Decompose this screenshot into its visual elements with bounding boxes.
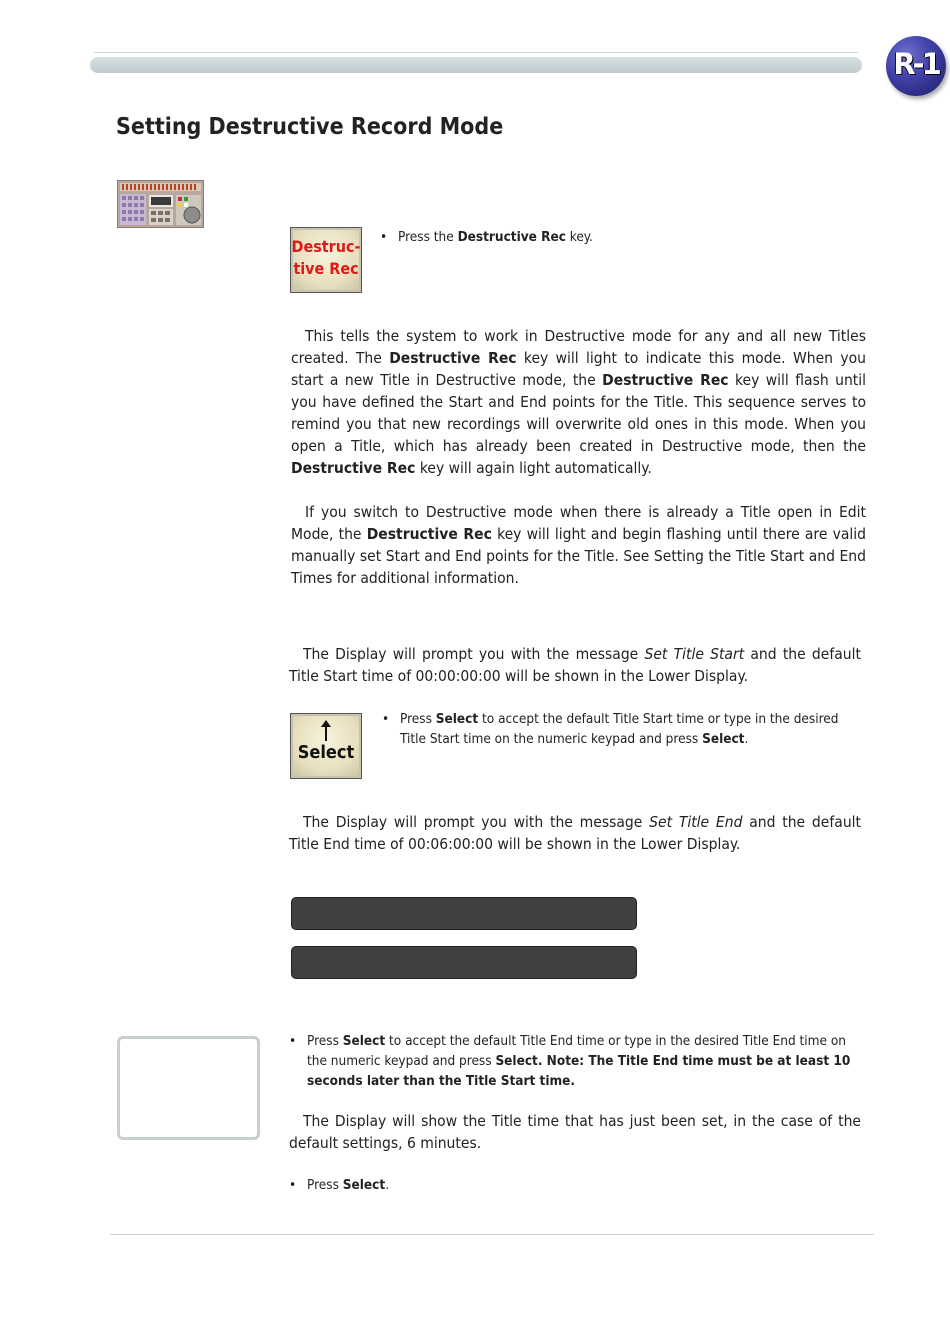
upper-display: [291, 897, 637, 930]
console-thumbnail-image: [117, 180, 204, 228]
paragraph-set-title-end: The Display will prompt you with the message Set Title End and the default Title End time of 00:06:00:00 will be shown in the Lower Display.: [289, 813, 861, 853]
page-title: Setting Destructive Record Mode: [116, 114, 504, 140]
bullet: •: [382, 711, 390, 727]
logo-text: R-1: [893, 47, 939, 81]
bullet: •: [380, 229, 388, 245]
end-time-note: . Note: The Title End time must be at least 10 seconds later than the Title Start time.: [307, 1053, 851, 1089]
step-text: Press Select to accept the default Title End time or type in the desired Title End time on the numeric keypad and press Select. Note: The Title End time must be at least 10 seconds later than the Title Start time.: [307, 1033, 851, 1089]
step-text: Press the Destructive Rec key.: [398, 229, 593, 245]
bullet: •: [289, 1177, 297, 1193]
header-bar: [90, 57, 862, 73]
select-key-label: Select: [297, 742, 355, 763]
destructive-rec-key-label-line1: Destruc-: [291, 237, 361, 256]
paragraph-set-title-start: The Display will prompt you with the message Set Title Start and the default Title Start time of 00:00:00:00 will be shown in the Lower Display.: [289, 645, 861, 685]
select-key-image: [290, 713, 362, 779]
destructive-rec-key-image: [290, 227, 362, 293]
step-text: Press Select to accept the default Title Start time or type in the desired Title Start time on the numeric keypad and press Select.: [400, 711, 839, 747]
header-rule: [94, 52, 858, 53]
destructive-rec-key-name: Destructive Rec: [457, 229, 566, 245]
bullet: •: [289, 1033, 297, 1049]
footer-rule: [110, 1234, 874, 1235]
paragraph-destructive-mode: This tells the system to work in Destructive mode for any and all new Titles created. The Destructive Rec key will light to indicate this mode. When you start a new Title in Destructive mode, the Destructive Rec key will flash until you have defined the Start and End points for the Title. This sequence serves to remind you that new recordings will overwrite old ones in this mode. When you open a Title, which has already been created in Destructive mode, then the Destructive Rec key will again light automatically.: [291, 327, 866, 477]
step-text: Press Select.: [307, 1177, 390, 1193]
destructive-rec-key-label: [291, 236, 361, 280]
paragraph-title-time-shown: The Display will show the Title time that has just been set, in the case of the default settings, 6 minutes.: [289, 1112, 861, 1152]
note-box: [117, 1036, 260, 1140]
paragraph-edit-mode-switch: If you switch to Destructive mode when there is already a Title open in Edit Mode, the Destructive Rec key will light and begin flashing until there are valid manually set Start and End points for the Title. See Setting the Title Start and End Times for additional information.: [291, 503, 866, 587]
lower-display: [291, 946, 637, 979]
r1-logo: [886, 36, 946, 96]
destructive-rec-key-label-line2: tive Rec: [293, 259, 359, 278]
message-set-title-start: Set Title Start: [644, 645, 745, 663]
message-set-title-end: Set Title End: [649, 813, 743, 831]
up-arrow-icon: [319, 720, 333, 742]
